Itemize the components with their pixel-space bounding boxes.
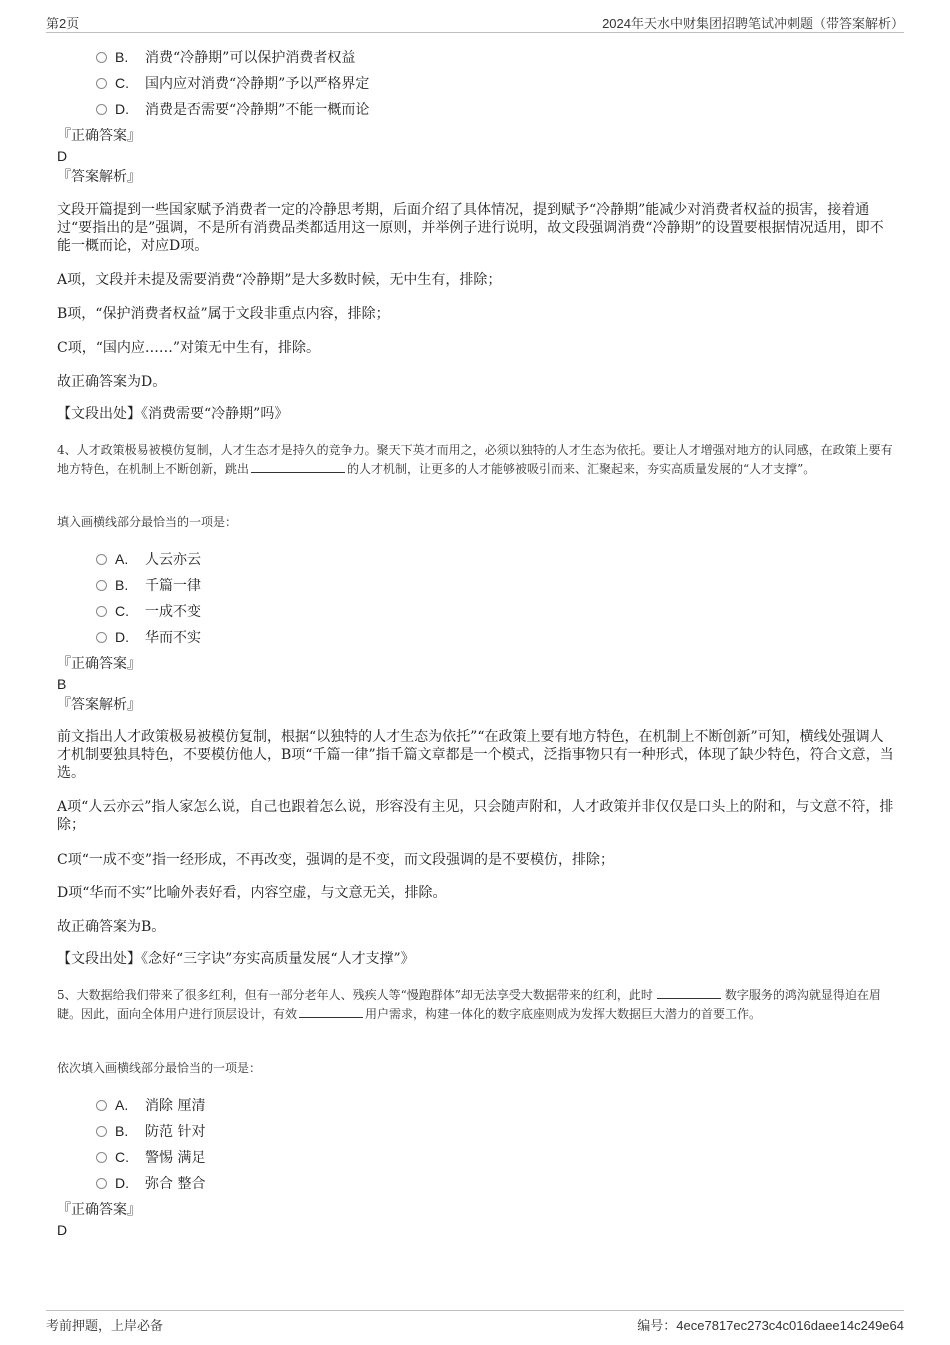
radio-icon[interactable] (96, 554, 107, 565)
q4-analysis-option-c: C项“一成不变”指一经形成，不再改变，强调的是不变，而文段强调的是不要模仿，排除； (57, 852, 615, 868)
radio-icon[interactable] (96, 1152, 107, 1163)
q3-option-b[interactable]: B. 消费“冷静期”可以保护消费者权益 (96, 48, 355, 67)
q3-answer-label: 『正确答案』 (57, 128, 141, 144)
radio-icon[interactable] (96, 580, 107, 591)
q5-answer-label: 『正确答案』 (57, 1202, 141, 1218)
q3-analysis-option-b: B项，“保护消费者权益”属于文段非重点内容，排除； (57, 306, 390, 322)
q3-answer: D (57, 148, 68, 164)
q4-stem: 4、人才政策极易被模仿复制，人才生态才是持久的竞争力。聚天下英才而用之，必须以独特的人才生态为依托。要让人才增强对地方的认同感，在政策上要有地方特色，在机制上不断创新，跳出 的人才机制，让更多的人才能够被吸引而来、汇聚起来，夯实高质量发展的“人才支撑”。 (57, 443, 893, 476)
q4-conclusion: 故正确答案为B。 (57, 919, 166, 935)
q3-conclusion: 故正确答案为D。 (57, 374, 167, 390)
q3-analysis-option-c: C项，“国内应……”对策无中生有，排除。 (57, 340, 321, 356)
radio-icon[interactable] (96, 1178, 107, 1189)
q4-instruction: 填入画横线部分最恰当的一项是： (57, 515, 238, 529)
radio-icon[interactable] (96, 1100, 107, 1111)
q5-instruction: 依次填入画横线部分最恰当的一项是： (57, 1061, 262, 1075)
q5-option-a[interactable]: A. 消除 厘清 (96, 1096, 205, 1115)
page-header (46, 13, 904, 33)
q4-analysis-label: 『答案解析』 (57, 697, 141, 713)
radio-icon[interactable] (96, 52, 107, 63)
q4-option-d[interactable]: D. 华而不实 (96, 628, 201, 647)
q3-analysis-label: 『答案解析』 (57, 169, 141, 185)
q4-analysis-paragraph: 前文指出人才政策极易被模仿复制，根据“以独特的人才生态为依托”“在政策上要有地方特色，在机制上不断创新”可知，横线处强调人才机制要独具特色，不要模仿他人，B项“千篇一律”指千篇文章都是一个模式，泛指事物只有一种形式，体现了缺少特色，符合文意，当选。 (57, 729, 894, 781)
radio-icon[interactable] (96, 632, 107, 643)
q5-stem: 5、大数据给我们带来了很多红利，但有一部分老年人、残疾人等“慢跑群体”却无法享受大数据带来的红利，此时 数字服务的鸿沟就显得迫在眉睫。因此，面向全体用户进行顶层设计，有效 用户需求，构建一体化的数字底座则成为发挥大数据巨大潜力的首要工作。 (57, 988, 881, 1021)
radio-icon[interactable] (96, 104, 107, 115)
q3-option-d[interactable]: D. 消费是否需要“冷静期”不能一概而论 (96, 100, 369, 119)
q5-blank-2 (299, 1005, 363, 1018)
page-number: 第2页 (46, 16, 80, 31)
q4-analysis-option-d: D项“华而不实”比喻外表好看，内容空虚，与文意无关，排除。 (57, 885, 447, 901)
q4-answer: B (57, 676, 67, 692)
q5-answer: D (57, 1222, 68, 1238)
q5-option-d[interactable]: D. 弥合 整合 (96, 1174, 205, 1193)
q4-option-b[interactable]: B. 千篇一律 (96, 576, 201, 595)
q4-answer-label: 『正确答案』 (57, 656, 141, 672)
q5-option-b[interactable]: B. 防范 针对 (96, 1122, 205, 1141)
q3-analysis-paragraph: 文段开篇提到一些国家赋予消费者一定的冷静思考期，后面介绍了具体情况，提到赋予“冷静期”能减少对消费者权益的损害，接着通过“要指出的是”强调，不是所有消费品类都适用这一原则，并举例子进行说明，故文段强调消费“冷静期”的设置要根据情况适用，即不能一概而论，对应D项。 (57, 202, 884, 254)
radio-icon[interactable] (96, 606, 107, 617)
q3-source: 【文段出处】《消费需要“冷静期”吗》 (57, 406, 289, 422)
q3-analysis-option-a: A项，文段并未提及需要消费“冷静期”是大多数时候，无中生有，排除； (57, 272, 502, 288)
q4-blank (251, 460, 345, 473)
document-title: 2024年天水中财集团招聘笔试冲刺题（带答案解析） (602, 16, 904, 31)
q4-source: 【文段出处】《念好“三字诀”夯实高质量发展“人才支撑”》 (57, 951, 415, 967)
q4-option-a[interactable]: A. 人云亦云 (96, 550, 201, 569)
radio-icon[interactable] (96, 78, 107, 89)
q3-option-c[interactable]: C. 国内应对消费“冷静期”予以严格界定 (96, 74, 369, 93)
q4-analysis-option-a: A项“人云亦云”指人家怎么说，自己也跟着怎么说，形容没有主见，只会随声附和，人才政策并非仅仅是口头上的附和，与文意不符，排除； (57, 799, 894, 833)
footer-slogan: 考前押题，上岸必备 (46, 1318, 164, 1333)
page-footer (46, 1310, 904, 1335)
q4-option-c[interactable]: C. 一成不变 (96, 602, 201, 621)
q5-option-c[interactable]: C. 警惕 满足 (96, 1148, 205, 1167)
document-code: 编号：4ece7817ec273c4c016daee14c249e64 (637, 1318, 904, 1333)
q5-blank-1 (657, 986, 721, 999)
radio-icon[interactable] (96, 1126, 107, 1137)
